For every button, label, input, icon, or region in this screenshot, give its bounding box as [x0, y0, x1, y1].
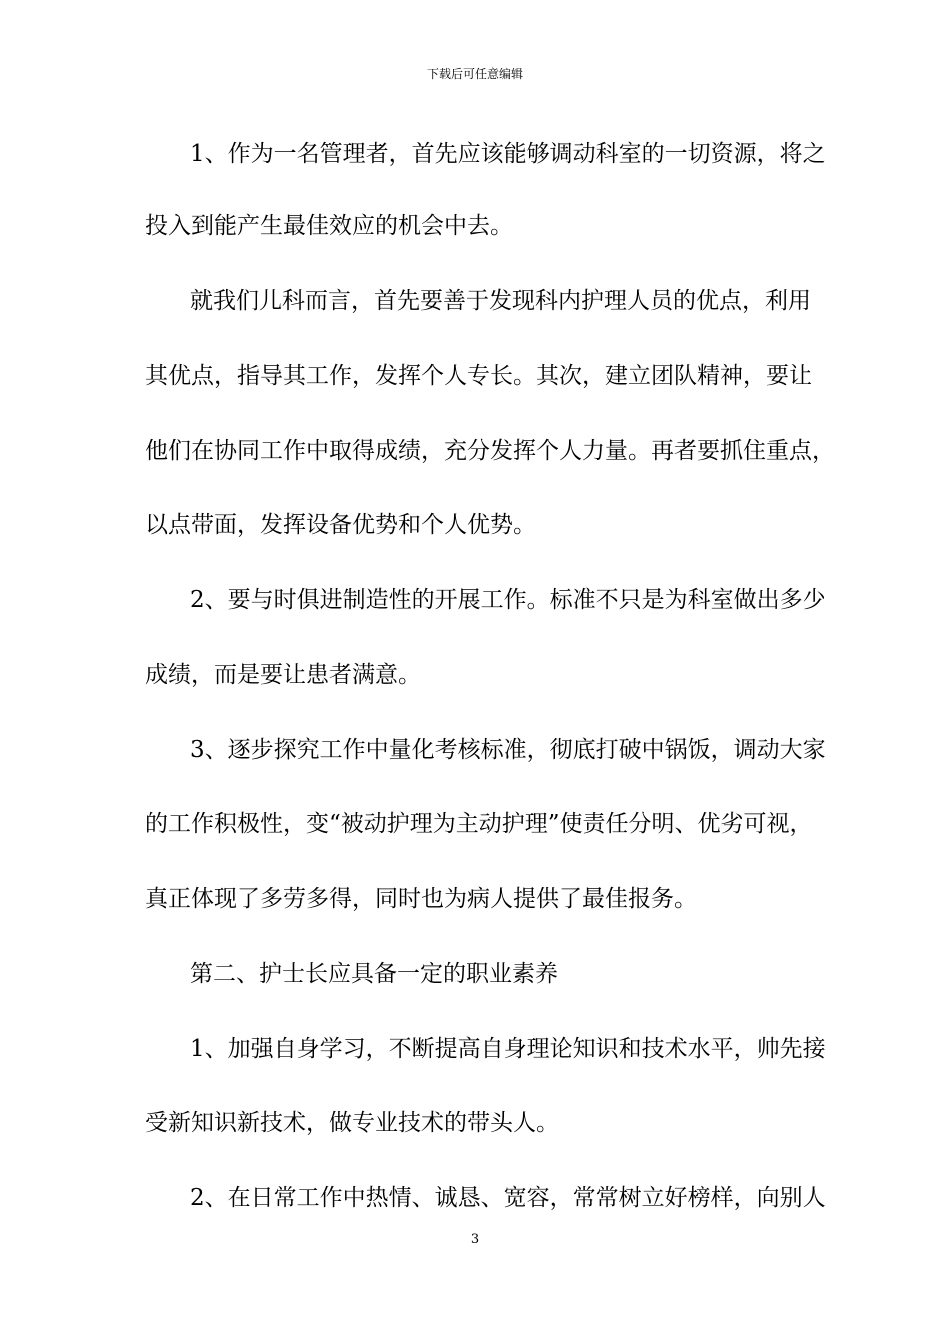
text-line: 1、加强自身学习，不断提高自身理论知识和技术水平，帅先接: [190, 1036, 826, 1062]
text-line: 成绩，而是要让患者满意。: [145, 662, 421, 688]
section-heading: 第二、护士长应具备一定的职业素养: [190, 961, 558, 987]
text-line: 就我们儿科而言，首先要善于发现科内护理人员的优点，利用: [190, 288, 811, 314]
text-line: 3、逐步探究工作中量化考核标准，彻底打破中锅饭，调动大家: [190, 737, 826, 763]
text-line: 其优点，指导其工作，发挥个人专长。其次，建立团队精神，要让: [145, 363, 812, 389]
text-line: 2、要与时俱进制造性的开展工作。标准不只是为科室做出多少: [190, 587, 826, 613]
text-line: 他们在协同工作中取得成绩，充分发挥个人力量。再者要抓住重点，: [145, 438, 835, 464]
text-line: 2、在日常工作中热情、诚恳、宽容，常常树立好榜样，向别人: [190, 1185, 826, 1211]
text-line: 以点带面，发挥设备优势和个人优势。: [145, 512, 536, 538]
text-line: 受新知识新技术，做专业技术的带头人。: [145, 1110, 559, 1136]
text-line: 的工作积极性，变“被动护理为主动护理”使责任分明、优劣可视，: [145, 811, 813, 837]
text-line: 1、作为一名管理者，首先应该能够调动科室的一切资源，将之: [190, 141, 826, 167]
page-header: 下载后可任意编辑: [426, 67, 523, 81]
text-line: 投入到能产生最佳效应的机会中去。: [145, 213, 513, 239]
text-line: 真正体现了多劳多得，同时也为病人提供了最佳报务。: [145, 886, 697, 912]
page-number: 3: [470, 1232, 480, 1247]
